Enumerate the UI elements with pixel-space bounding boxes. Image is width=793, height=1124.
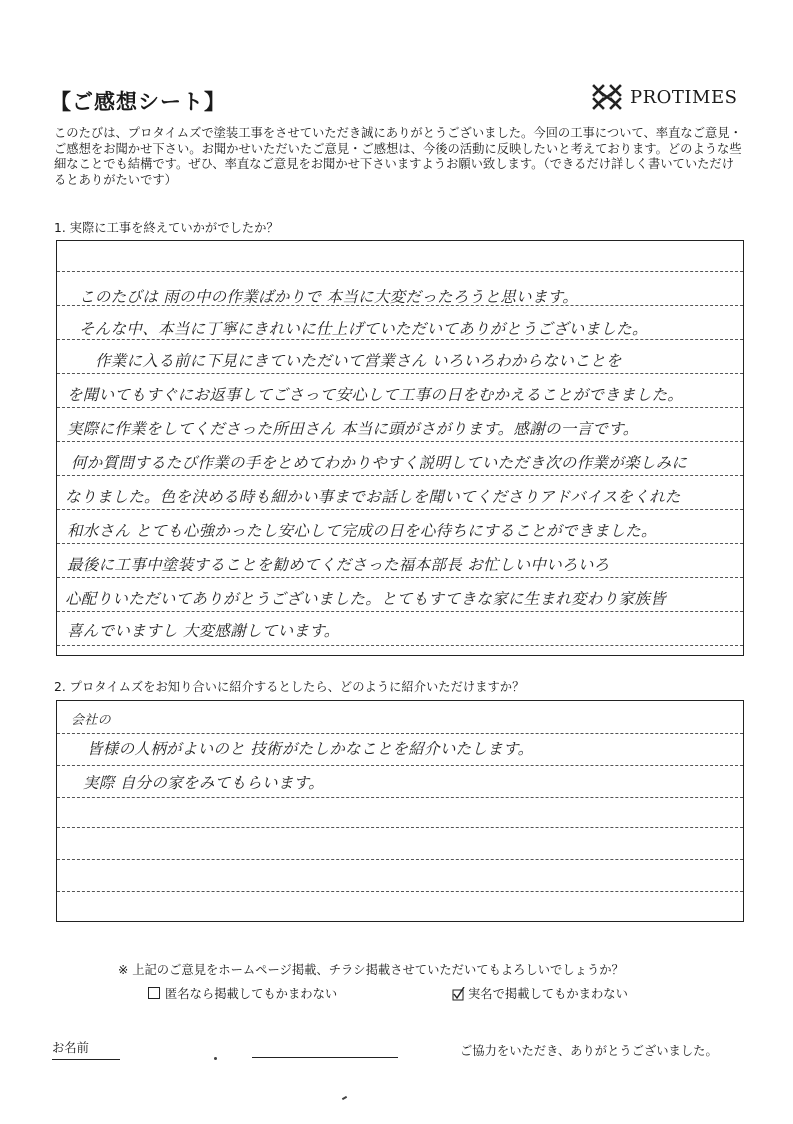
answer-1-line: このたびは 雨の中の作業ばかりで 本当に大変だったろうと思います。 [79,288,579,306]
checkmark-icon [452,987,466,1001]
page-title: 【ご感想シート】 [50,90,226,114]
question-1-label: 1. 実際に工事を終えていかがでしたか？ [54,221,279,235]
answer-1-line: そんな中、本当に丁寧にきれいに仕上げていただいてありがとうございました。 [79,320,648,338]
question-1-answer-box [56,240,744,656]
protimes-logo-icon [590,82,624,112]
anonymous-option-label: 匿名なら掲載してもかまわない [165,987,338,1001]
consent-option-realname[interactable] [452,984,628,1002]
name-field-line[interactable] [252,1057,398,1058]
answer-2-line: 会社の [71,713,111,728]
answer-1-line: 心配りいただいてありがとうございました。とてもすてきな家に生まれ変わり家族皆 [65,590,666,608]
answer-1-line: 和水さん とても心強かったし安心して完成の日を心待ちにすることができました。 [67,522,657,540]
consent-option-anonymous[interactable] [148,984,337,1002]
intro-text: このたびは、プロタイムズで塗装工事をさせていただき誠にありがとうございました。今回の工事について、率直なご意見・ご感想をお聞かせ下さい。お聞かせいただいたご意見・ご感想は、今後の活動に反映したいと考えております。どのような些細なことでも結構です。ぜひ、率直なご意見をお聞かせ下さいますようお願い致します。（できるだけ詳しく書いていただけるとありがたいです） [54,126,742,187]
answer-1-line: を聞いてもすぐにお返事してごさって安心して工事の日をむかえることができました。 [67,386,684,404]
name-label: お名前 [52,1038,120,1060]
brand-logo [590,80,737,114]
answer-1-line: 作業に入る前に下見にきていただいて営業さん いろいろわからないことを [95,352,622,370]
logo-text: PROTIMES [630,86,738,108]
stray-mark [342,1096,347,1100]
answer-2-line: 実際 自分の家をみてもらいます。 [83,774,324,792]
answer-1-line: 何か質問するたび作業の手をとめてわかりやすく説明していただき次の作業が楽しみに [71,454,688,472]
stray-mark [214,1057,217,1060]
answer-2-line: 皆様の人柄がよいのと 技術がたしかなことを紹介いたします。 [87,740,534,758]
answer-1-line: 実際に作業をしてくださった所田さん 本当に頭がさがります。感謝の一言です。 [67,420,639,438]
question-2-answer-box [56,700,744,922]
realname-option-label: 実名で掲載してもかまわない [468,987,628,1001]
answer-1-line: なりました。色を決める時も細かい事までお話しを聞いてくださりアドバイスをくれた [65,488,681,506]
thanks-text: ご協力をいただき、ありがとうございました。 [460,1044,718,1058]
answer-1-line: 喜んでいますし 大変感謝しています。 [67,622,340,640]
realname-checkbox[interactable] [452,988,464,1000]
question-2-label: 2. プロタイムズをお知り合いに紹介するとしたら、どのように紹介いただけますか？ [54,680,525,694]
answer-1-line: 最後に工事中塗装することを勧めてくださった福本部長 お忙しい中いろいろ [67,556,610,574]
anonymous-checkbox[interactable] [148,987,160,999]
consent-question: ※ 上記のご意見をホームページ掲載、チラシ掲載させていただいてもよろしいでしょうか？ [118,963,624,977]
